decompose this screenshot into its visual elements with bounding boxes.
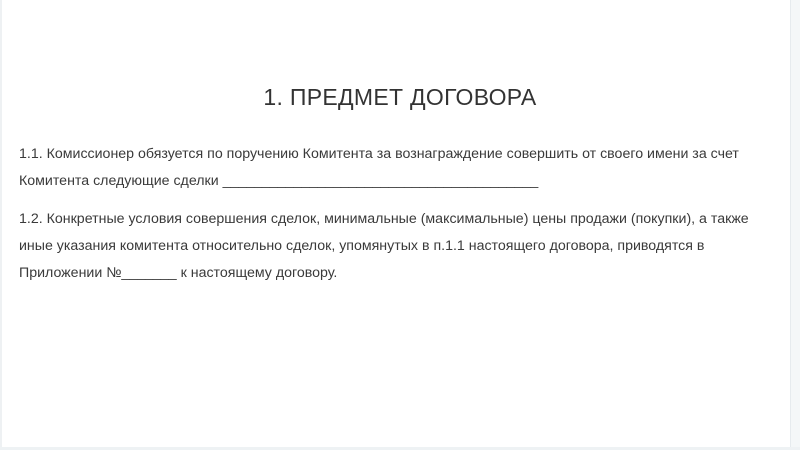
clause-1-1-line-1: 1.1. Комиссионер обязуется по поручению Комитента за вознаграждение совершить от своего имени за счет bbox=[19, 146, 739, 162]
clause-1-2-line-3: Приложении №_______ к настоящему договору. bbox=[19, 265, 338, 281]
clause-1-2 bbox=[19, 206, 794, 287]
clause-1-1-line-2: Комитента следующие сделки ________________________________________ bbox=[19, 173, 539, 189]
slide-left-border bbox=[0, 0, 2, 450]
clause-1-2-line-2: иные указания комитента относительно сделок, упомянутых в п.1.1 настоящего договора, приводятся в bbox=[19, 238, 705, 254]
section-title: 1. ПРЕДМЕТ ДОГОВОРА bbox=[263, 84, 537, 110]
clause-1-1 bbox=[19, 141, 794, 195]
clause-1-2-line-1: 1.2. Конкретные условия совершения сделок, минимальные (максимальные) цены продажи (покупки), а также bbox=[19, 211, 749, 227]
